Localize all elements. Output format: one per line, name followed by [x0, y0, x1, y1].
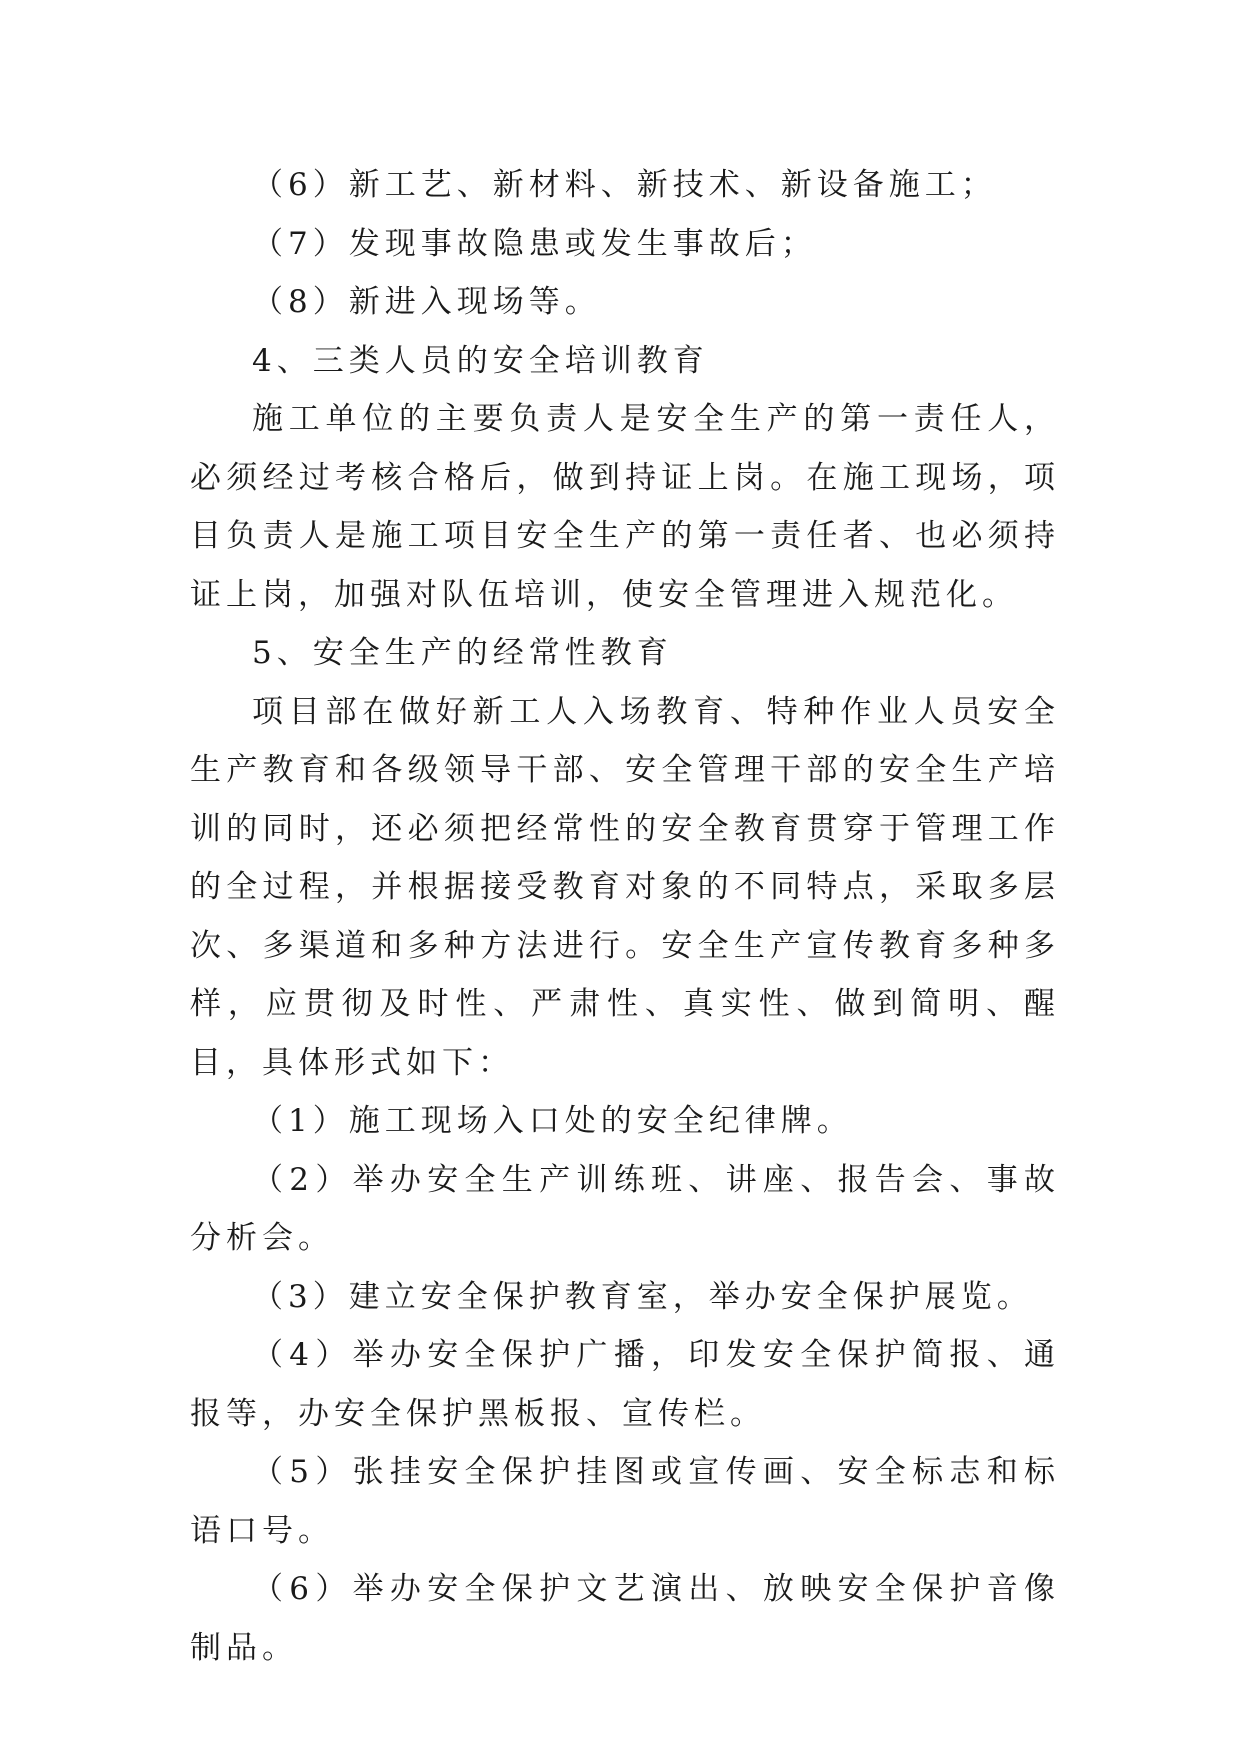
list-item-6: （6）举办安全保护文艺演出、放映安全保护音像制品。	[190, 1571, 1060, 1666]
list-item-5: （5）张挂安全保护挂图或宣传画、安全标志和标语口号。	[190, 1454, 1060, 1549]
section-heading-4: 4、三类人员的安全培训教育	[252, 342, 709, 379]
section-heading-5: 5、安全生产的经常性教育	[252, 635, 673, 671]
list-item-1: （1）施工现场入口处的安全纪律牌。	[252, 1103, 853, 1139]
paragraph-regular-education: 项目部在做好新工人入场教育、特种作业人员安全生产教育和各级领导干部、安全管理干部的安全生产培训的同时，还必须把经常性的安全教育贯穿于管理工作的全过程，并根据接受教育对象的不同特点，采取多层次、多渠道和多种方法进行。安全生产宣传教育多种多样，应贯彻及时性、严肃性、真实性、做到简明、醒目，具体形式如下：	[190, 693, 1060, 1081]
list-item-2: （2）举办安全生产训练班、讲座、报告会、事故分析会。	[190, 1161, 1060, 1256]
paragraph-item-6-new-processes: （6）新工艺、新材料、新技术、新设备施工；	[252, 167, 997, 203]
list-item-4: （4）举办安全保护广播，印发安全保护简报、通报等，办安全保护黑板报、宣传栏。	[190, 1337, 1060, 1432]
list-item-3: （3）建立安全保护教育室，举办安全保护展览。	[252, 1278, 1033, 1315]
document-body	[190, 156, 1060, 1677]
paragraph-item-7-accident-hazards: （7）发现事故隐患或发生事故后；	[252, 225, 817, 262]
paragraph-responsible-persons: 施工单位的主要负责人是安全生产的第一责任人，必须经过考核合格后，做到持证上岗。在施工现场，项目负责人是施工项目安全生产的第一责任者、也必须持证上岗，加强对队伍培训，使安全管理进入规范化。	[190, 401, 1060, 613]
paragraph-item-8-new-site-entry: （8）新进入现场等。	[252, 284, 601, 320]
